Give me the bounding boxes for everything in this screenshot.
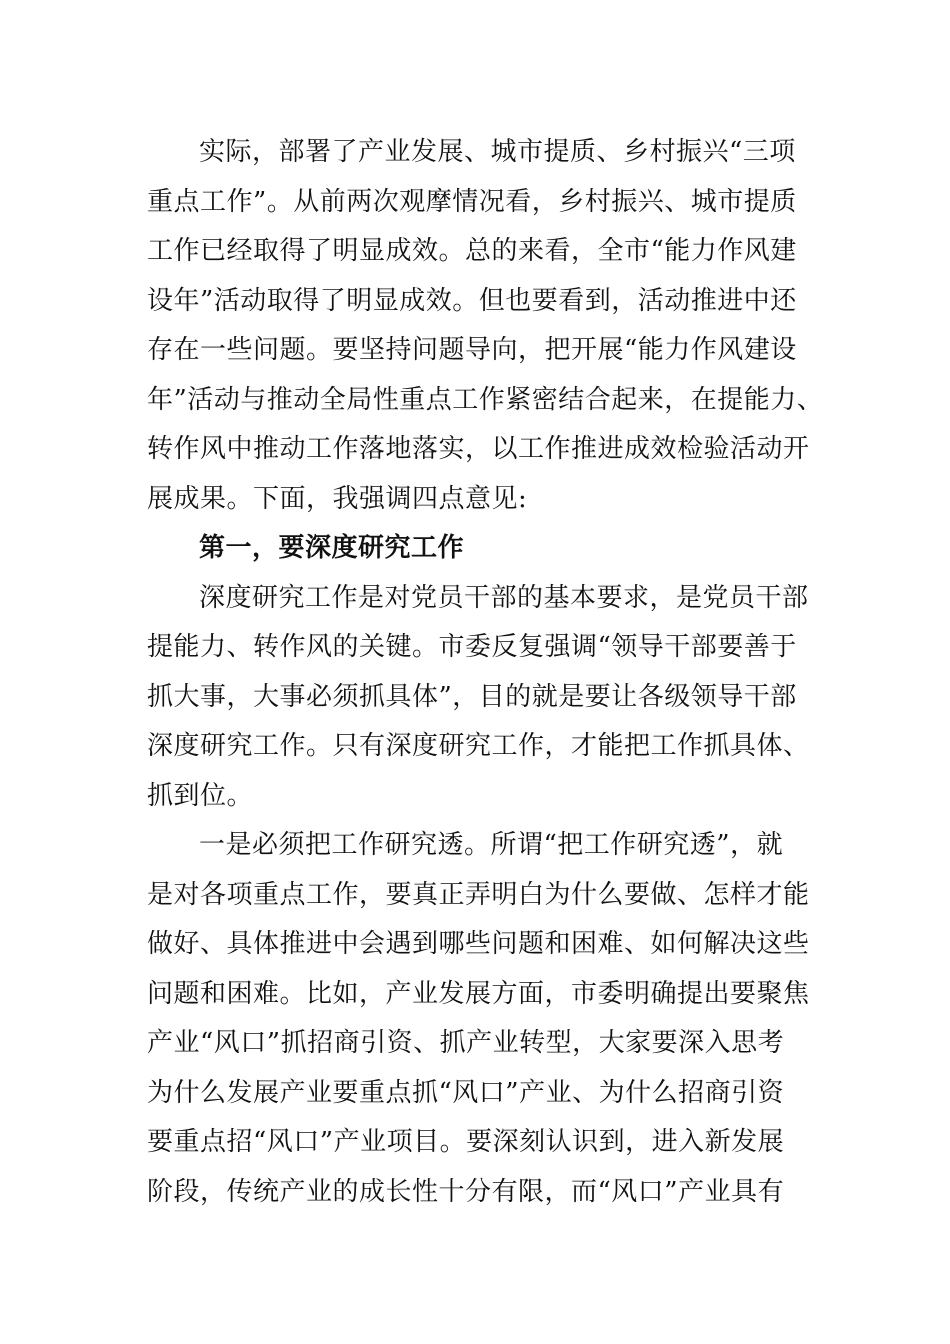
text-line: 是对各项重点工作，要真正弄明白为什么要做、怎样才能 [147,879,810,910]
section-heading: 第一，要深度研究工作 [199,533,465,563]
paragraph-deep-research [147,574,810,822]
text-line: 抓到位。 [147,780,254,811]
text-line: 为什么发展产业要重点抓“风口”产业、为什么招商引资 [147,1077,785,1108]
text-line: 工作已经取得了明显成效。总的来看，全市“能力作风建 [147,236,797,266]
text-line: 抓大事，大事必须抓具体”，目的就是要让各级领导干部 [147,681,797,712]
text-line: 阶段，传统产业的成长性十分有限，而“风口”产业具有 [147,1176,785,1207]
text-line: 一是必须把工作研究透。所谓“把工作研究透”，就 [199,830,784,860]
text-line: 做好、具体推进中会遇到哪些问题和困难、如何解决这些 [147,929,810,959]
text-line: 要重点招“风口”产业项目。要深刻认识到，进入新发展 [147,1127,785,1157]
document-body [147,128,824,1217]
text-line: 产业“风口”抓招商引资、抓产业转型，大家要深入思考 [147,1028,785,1058]
paragraph-research-thoroughly [147,821,810,1217]
text-line: 年”活动与推动全局性重点工作紧密结合起来，在提能力、 [147,384,824,415]
text-line: 问题和困难。比如，产业发展方面，市委明确提出要聚焦 [147,978,810,1009]
text-line: 存在一些问题。要坚持问题导向，把开展“能力作风建设 [147,335,797,365]
text-line: 转作风中推动工作落地落实，以工作推进成效检验活动开 [147,434,810,464]
text-line: 深度研究工作是对党员干部的基本要求，是党员干部 [199,582,809,613]
text-line: 实际，部署了产业发展、城市提质、乡村振兴“三项 [199,137,796,167]
text-line: 展成果。下面，我强调四点意见: [147,483,528,514]
paragraph-intro [147,128,824,524]
text-line: 设年”活动取得了明显成效。但也要看到，活动推进中还 [147,285,797,316]
text-line: 深度研究工作。只有深度研究工作，才能把工作抓具体、 [147,731,810,761]
text-line: 提能力、转作风的关键。市委反复强调“领导干部要善于 [147,632,797,662]
text-line: 重点工作”。从前两次观摩情况看，乡村振兴、城市提质 [147,186,797,217]
